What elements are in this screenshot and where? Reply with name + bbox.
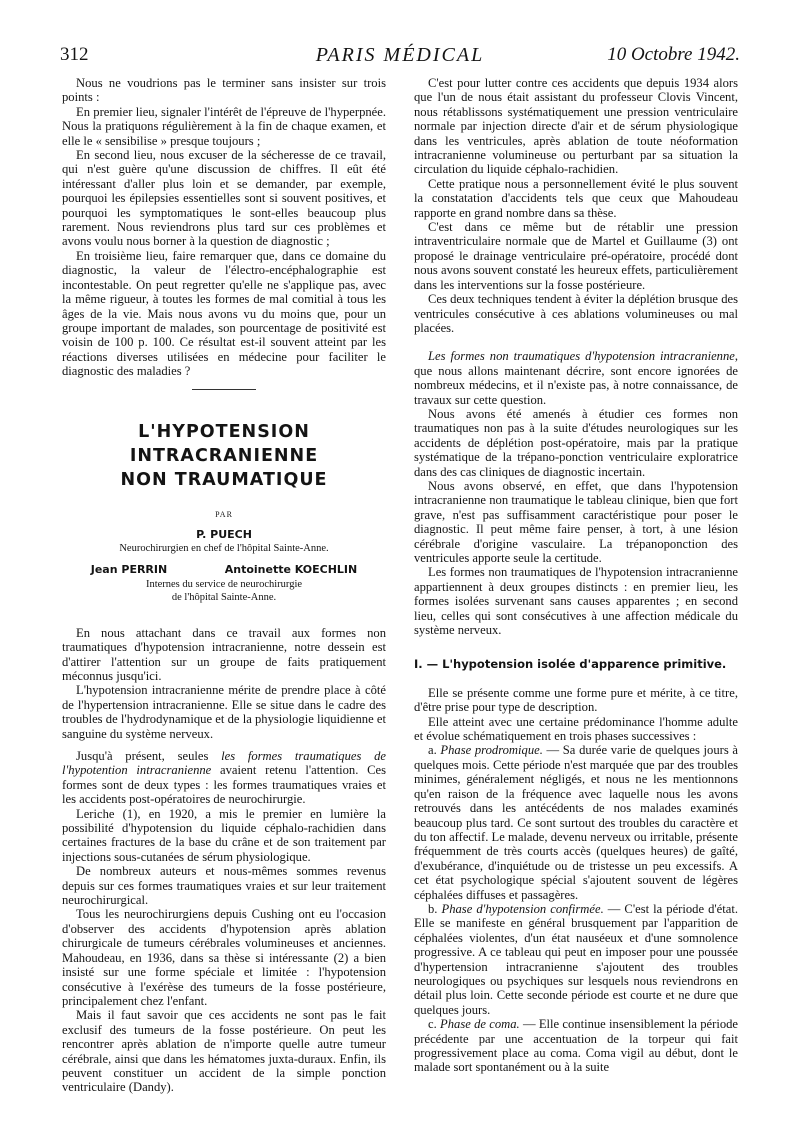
coauthor-name: Antoinette KOECHLIN [224, 563, 358, 577]
page-number: 312 [60, 44, 89, 65]
page-header [60, 44, 740, 74]
paragraph: Elle atteint avec une certaine prédominance l'homme adulte et évolue schématiquement en trois phases successives : [414, 714, 738, 744]
byline-par: PAR [215, 509, 233, 519]
title-line: NON TRAUMATIQUE [120, 469, 328, 490]
issue-date: 10 Octobre 1942. [607, 44, 740, 65]
paragraph: En troisième lieu, faire remarquer que, dans ce domaine du diagnostic, la valeur de l'électro-encéphalographie est incontestable. On peut regretter qu'elle ne s'applique pas, avec la même rigueur, à toutes les formes de mal comitial à tous les âges de la vie. Mais nous avons vu du moins que, pour un groupe important de malades, son pourcentage de positivité est voisin de 100 p. 100. Ce résultat est-il souvent atteint par les réactions diverses utilisées en médecine pour faciliter le diagnostic des maladies ? [62, 248, 386, 379]
coauthors [62, 563, 386, 577]
paragraph: a. Phase prodromique. — Sa durée varie de quelques jours à quelques mois. Cette période n'est marquée que par des troubles minimes, généralement négligés, et nous ne les mentionnons qu'en raison de la fréquence avec laquelle nous les avons retrouvés dans les antécédents de nos malades examinés beaucoup plus tard. Ce sont surtout des troubles du caractère et du ton affectif. Le malade, devenu nerveux ou irritable, présente fréquemment de très courts accès (quelques heures) de gaîté, d'exubérance, d'inquiétude ou de tristesse un peu excessifs. A cet état psychologique spécial s'ajoutent souvent de légères céphalées diffuses et passagères. [414, 743, 739, 902]
paragraph: En nous attachant dans ce travail aux formes non traumatiques d'hypotension intracranienne, notre dessein est d'attirer l'attention sur un groupe de faits pratiquement méconnus jusqu'ici. [62, 625, 386, 683]
paragraph: Leriche (1), en 1920, a mis le premier en lumière la possibilité d'hypotension du liquide céphalo-rachidien dans certaines fractures de la base du crâne et de son traitement par injections sous-cutanées de sérum physiologique. [62, 806, 386, 864]
paragraph: Les formes non traumatiques de l'hypotension intracranienne appartiennent à deux groupes distincts : en premier lieu, les formes isolées survenant sans causes apparentes ; en second lieu, celles qui sont consécutives à une affection médicale du système nerveux. [414, 565, 738, 638]
author-name: P. PUECH [196, 527, 252, 541]
paragraph: b. Phase d'hypotension confirmée. — C'est la période d'état. Elle se manifeste en général brusquement par l'apparition de céphalées violentes, d'un état nauséeux et d'une somnolence progressive. A ce tableau qui peut en imposer pour une poussée d'hypertension intracranienne s'ajoutent des troubles neurologiques ou psychiques sur lesquels nous reviendrons en détail plus loin. Cette seconde période est courte et ne dure que quelques jours. [414, 901, 738, 1017]
left-column [62, 76, 386, 1095]
paragraph: L'hypotension intracranienne mérite de prendre place à côté de l'hypertension intracranienne. Elle se situe dans le cadre des troubles de l'hydrodynamique et de la physiologie liquidienne et sanguine du système nerveux. [62, 683, 386, 741]
paragraph: Les formes non traumatiques d'hypotension intracranienne, que nous allons maintenant décrire, sont encore ignorées de nombreux médecins, et il n'existe pas, à notre connaissance, de travaux sur cette question. [414, 349, 738, 407]
section-heading: I. — L'hypotension isolée d'apparence primitive. [414, 657, 727, 672]
coauthor-name: Jean PERRIN [90, 563, 168, 577]
paragraph: Elle se présente comme une forme pure et mérite, à ce titre, d'être prise pour type de description. [414, 685, 738, 715]
journal-title: PARIS MÉDICAL [315, 44, 485, 66]
paragraph: Nous ne voudrions pas le terminer sans insister sur trois points : [62, 76, 386, 105]
paragraph: De nombreux auteurs et nous-mêmes sommes revenus depuis sur ces formes traumatiques vraies et sur leur traitement neurochirurgical. [62, 864, 386, 908]
title-line: L'HYPOTENSION [138, 421, 310, 442]
paragraph: Mais il faut savoir que ces accidents ne sont pas le fait exclusif des tumeurs de la fosse postérieure. On peut les rencontrer après ablation de n'importe quelle autre tumeur cérébrale, ainsi que dans les hématomes juxta-duraux. Enfin, ils peuvent constituer un accident de la simple ponction ventriculaire (Dandy). [62, 1008, 386, 1095]
paragraph: Cette pratique nous a personnellement évité le plus souvent la constatation d'accidents tels que ceux que Mahoudeau rapporte en grand nombre dans sa thèse. [414, 176, 738, 220]
right-column [414, 76, 738, 1075]
paragraph: Jusqu'à présent, seules les formes traumatiques de l'hypotention intracranienne avaient retenu l'attention. Ces formes sont de deux types : les formes traumatiques vraies et les accidents post-opératoires de neurochirurgie. [62, 749, 386, 807]
paragraph: En second lieu, nous excuser de la sécheresse de ce travail, qui n'est guère qu'une discussion de chiffres. Il eût été intéressant d'aller plus loin et se demander, par exemple, pourquoi les épilepsies essentielles sont si souvent positives, et pourquoi les symptomatiques le sont-elles beaucoup plus rarement. Nous reviendrons plus tard sur ces problèmes et avons voulu nous borner à la question de diagnostic ; [62, 148, 386, 249]
author-affiliation: Neurochirurgien en chef de l'hôpital Sainte-Anne. [119, 543, 329, 555]
paragraph: C'est dans ce même but de rétablir une pression intraventriculaire normale que de Martel et Guillaume (3) ont proposé le drainage ventriculaire pré-opératoire, procédé dont nous avons souvent constaté les heureux effets, particulièrement dans les interventions sur la fosse postérieure. [414, 220, 738, 292]
paragraph: C'est pour lutter contre ces accidents que depuis 1934 alors que l'un de nous était assistant du professeur Clovis Vincent, nous rétablissons systématiquement une pression ventriculaire normale par injection directe d'air et de sérum physiologique dans les ventricules, après ablation de toute néoformation intracranienne volumineuse ou perturbant par sa situation la circulation du liquide céphalo-rachidien. [414, 76, 738, 177]
article-title [62, 420, 386, 492]
section-divider [192, 389, 256, 390]
paragraph: Nous avons été amenés à étudier ces formes non traumatiques non pas à la suite d'études neurologiques sur les accidents de déplétion post-opératoire, mais par la pratique systématique de la trépano-ponction ventriculaire exploratrice dans des cas cliniques de diagnostic incertain. [414, 406, 738, 479]
title-line: INTRACRANIENNE [129, 445, 319, 466]
paragraph: En premier lieu, signaler l'intérêt de l'épreuve de l'hyperpnée. Nous la pratiquons régulièrement à la fin de chaque examen, et elle le « sensibilise » presque toujours ; [62, 104, 386, 148]
paragraph: Tous les neurochirurgiens depuis Cushing ont eu l'occasion d'observer des accidents d'hypotension après ablation chirurgicale de tumeurs cérébrales volumineuses et anciennes. Mahoudeau, en 1936, dans sa thèse si intéressante (2) a bien insisté sur une forme spéciale et limitée : l'hypotension consécutive à l'exérèse des tumeurs de la fosse postérieure, principalement chez l'enfant. [62, 907, 386, 1008]
coauthor-affiliation: de l'hôpital Sainte-Anne. [171, 591, 277, 603]
coauthor-affiliation: Internes du service de neurochirurgie [145, 578, 303, 590]
paragraph: c. Phase de coma. — Elle continue insensiblement la période précédente par une accentuation de la torpeur qui fait progressivement place au coma. Coma vigil au début, dont le malade sort spontanément ou à la suite [414, 1017, 739, 1075]
paragraph: Nous avons observé, en effet, que dans l'hypotension intracranienne non traumatique le tableau clinique, bien que fort grave, n'est pas suffisamment caractéristique pour poser le diagnostic. Il peut même faire penser, à tort, à une lésion cérébrale d'origine vasculaire. La trépanoponction des ventricules apporte seule la certitude. [414, 478, 738, 565]
paragraph: Ces deux techniques tendent à éviter la déplétion brusque des ventricules consécutive à ces ablations volumineuses ou mal placées. [414, 292, 738, 335]
